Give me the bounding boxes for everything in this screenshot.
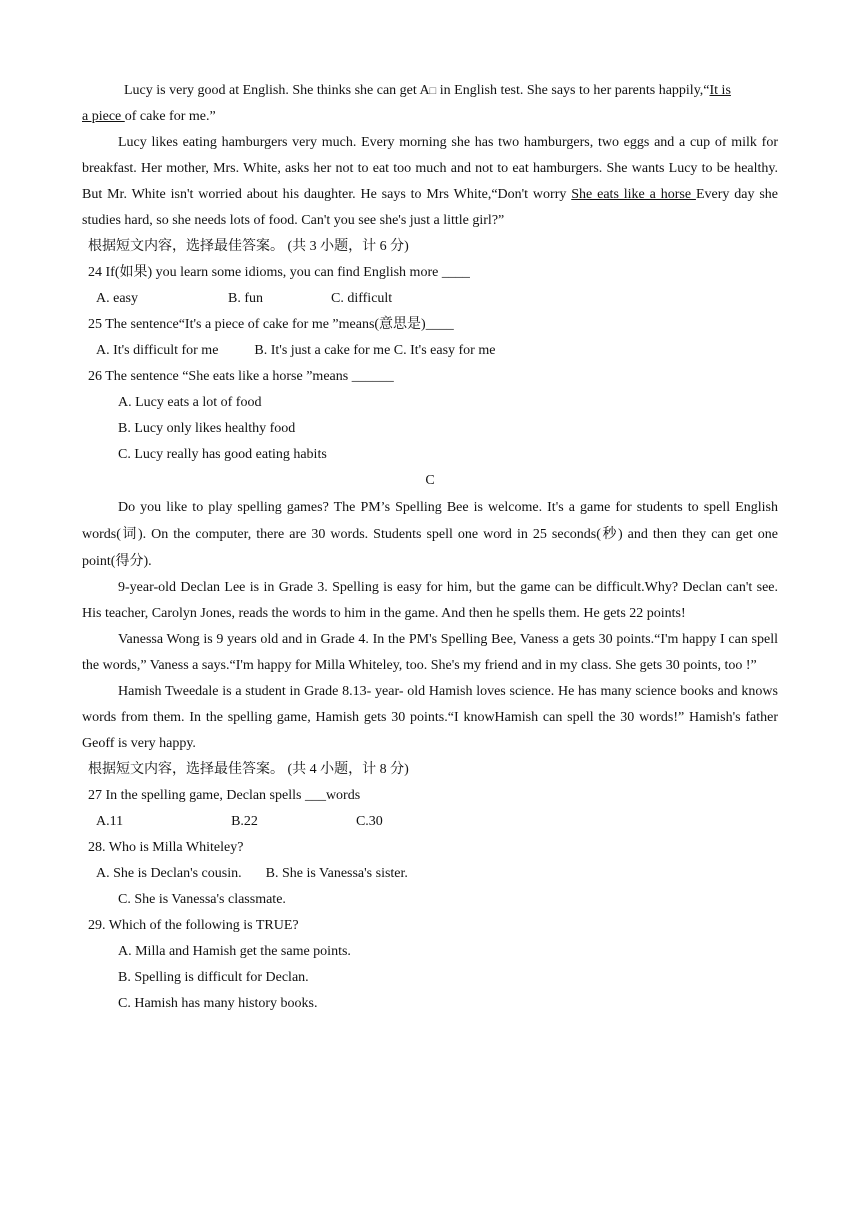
option-b: B. It's just a cake for me	[254, 343, 391, 358]
option-c: C. Lucy really has good eating habits	[118, 447, 327, 462]
option-a: A. easy	[96, 291, 138, 306]
exam-page	[82, 78, 778, 1017]
question-28	[82, 835, 778, 913]
option-b: B. Lucy only likes healthy food	[118, 421, 296, 436]
option-b: B. She is Vanessa's sister.	[265, 866, 408, 881]
question-28-options	[82, 861, 778, 887]
question-29-stem: 29. Which of the following is TRUE?	[88, 918, 299, 933]
question-29	[82, 913, 778, 1017]
instructions-c: 根据短文内容，选择最佳答案。 (共 4 小题，计 8 分)	[88, 762, 409, 777]
instructions-b: 根据短文内容，选择最佳答案。 (共 3 小题，计 6 分)	[88, 239, 409, 254]
passage-b-paragraph-1-line-1: Lucy is very good at English. She thinks she can get A□ in English test. She says to her parents happily,“It is	[124, 83, 731, 98]
question-28-stem: 28. Who is Milla Whiteley?	[88, 840, 244, 855]
option-b: B. fun	[228, 291, 263, 306]
question-24	[82, 260, 778, 312]
option-a: A. It's difficult for me	[96, 343, 219, 358]
question-24-stem: 24 If(如果) you learn some idioms, you can find English more ____	[88, 265, 470, 280]
question-25-stem: 25 The sentence“It's a piece of cake for me ”means(意思是)____	[88, 317, 454, 332]
option-a: A.11	[96, 814, 124, 829]
question-25-options	[82, 338, 778, 364]
question-27	[82, 783, 778, 835]
question-26-stem: 26 The sentence “She eats like a horse ”means ______	[88, 369, 394, 384]
idiom-underline-1: It is	[709, 83, 731, 98]
option-a: A. Lucy eats a lot of food	[118, 395, 262, 410]
option-c: C. Hamish has many history books.	[118, 996, 318, 1011]
section-heading-c: C	[425, 473, 435, 488]
question-24-options	[82, 286, 778, 312]
option-b: B.22	[231, 814, 258, 829]
question-25	[82, 312, 778, 364]
passage-b-paragraph-2: Lucy likes eating hamburgers very much. Every morning she has two hamburgers, two eggs and a cup of milk for breakfast. Her mother, Mrs. White, asks her not to eat too much and not to eat hamburgers. She wants Lucy to be healthy. But Mr. White isn't worried about his daughter. He says to Mrs White,“Don't worry She eats like a horse Every day she studies hard, so she needs lots of food. Can't you see she's just a little girl?”	[82, 135, 778, 228]
question-27-options	[82, 809, 778, 835]
missing-glyph-box: □	[429, 85, 437, 97]
option-c: C. She is Vanessa's classmate.	[118, 892, 286, 907]
passage-c-paragraph-1: Do you like to play spelling games? The PM’s Spelling Bee is welcome. It's a game for students to spell English words(词). On the computer, there are 30 words. Students spell one word in 25 seconds(秒) and then they can get one point(得分).	[82, 500, 778, 569]
passage-c-paragraph-3: Vanessa Wong is 9 years old and in Grade 4. In the PM's Spelling Bee, Vaness a gets 30 points.“I'm happy I can spell the words,” Vaness a says.“I'm happy for Milla Whiteley, too. She's my friend and in my class. She gets 30 points, too !”	[82, 632, 778, 673]
option-c: C.30	[355, 814, 383, 829]
option-b: B. Spelling is difficult for Declan.	[118, 970, 309, 985]
option-a: A. Milla and Hamish get the same points.	[118, 944, 351, 959]
passage-c-paragraph-4: Hamish Tweedale is a student in Grade 8.13- year- old Hamish loves science. He has many science books and knows words from them. In the spelling game, Hamish gets 30 points.“I knowHamish can spell the 30 words!” Hamish's father Geoff is very happy.	[82, 684, 778, 751]
passage-b	[82, 78, 778, 234]
passage-b-paragraph-1-line-2: a piece of cake for me.”	[82, 109, 216, 124]
option-c: C. It's easy for me	[393, 343, 496, 358]
option-a: A. She is Declan's cousin.	[96, 866, 242, 881]
question-27-stem: 27 In the spelling game, Declan spells ___words	[88, 788, 361, 803]
idiom-underline-3: She eats like a horse	[571, 187, 696, 202]
passage-c	[82, 494, 778, 757]
option-c: C. difficult	[331, 291, 393, 306]
idiom-underline-2: a piece	[82, 109, 125, 124]
passage-c-paragraph-2: 9-year-old Declan Lee is in Grade 3. Spelling is easy for him, but the game can be difficult.Why? Declan can't see. His teacher, Carolyn Jones, reads the words to him in the game. And then he spells them. He gets 22 points!	[82, 580, 778, 621]
question-26	[82, 364, 778, 468]
